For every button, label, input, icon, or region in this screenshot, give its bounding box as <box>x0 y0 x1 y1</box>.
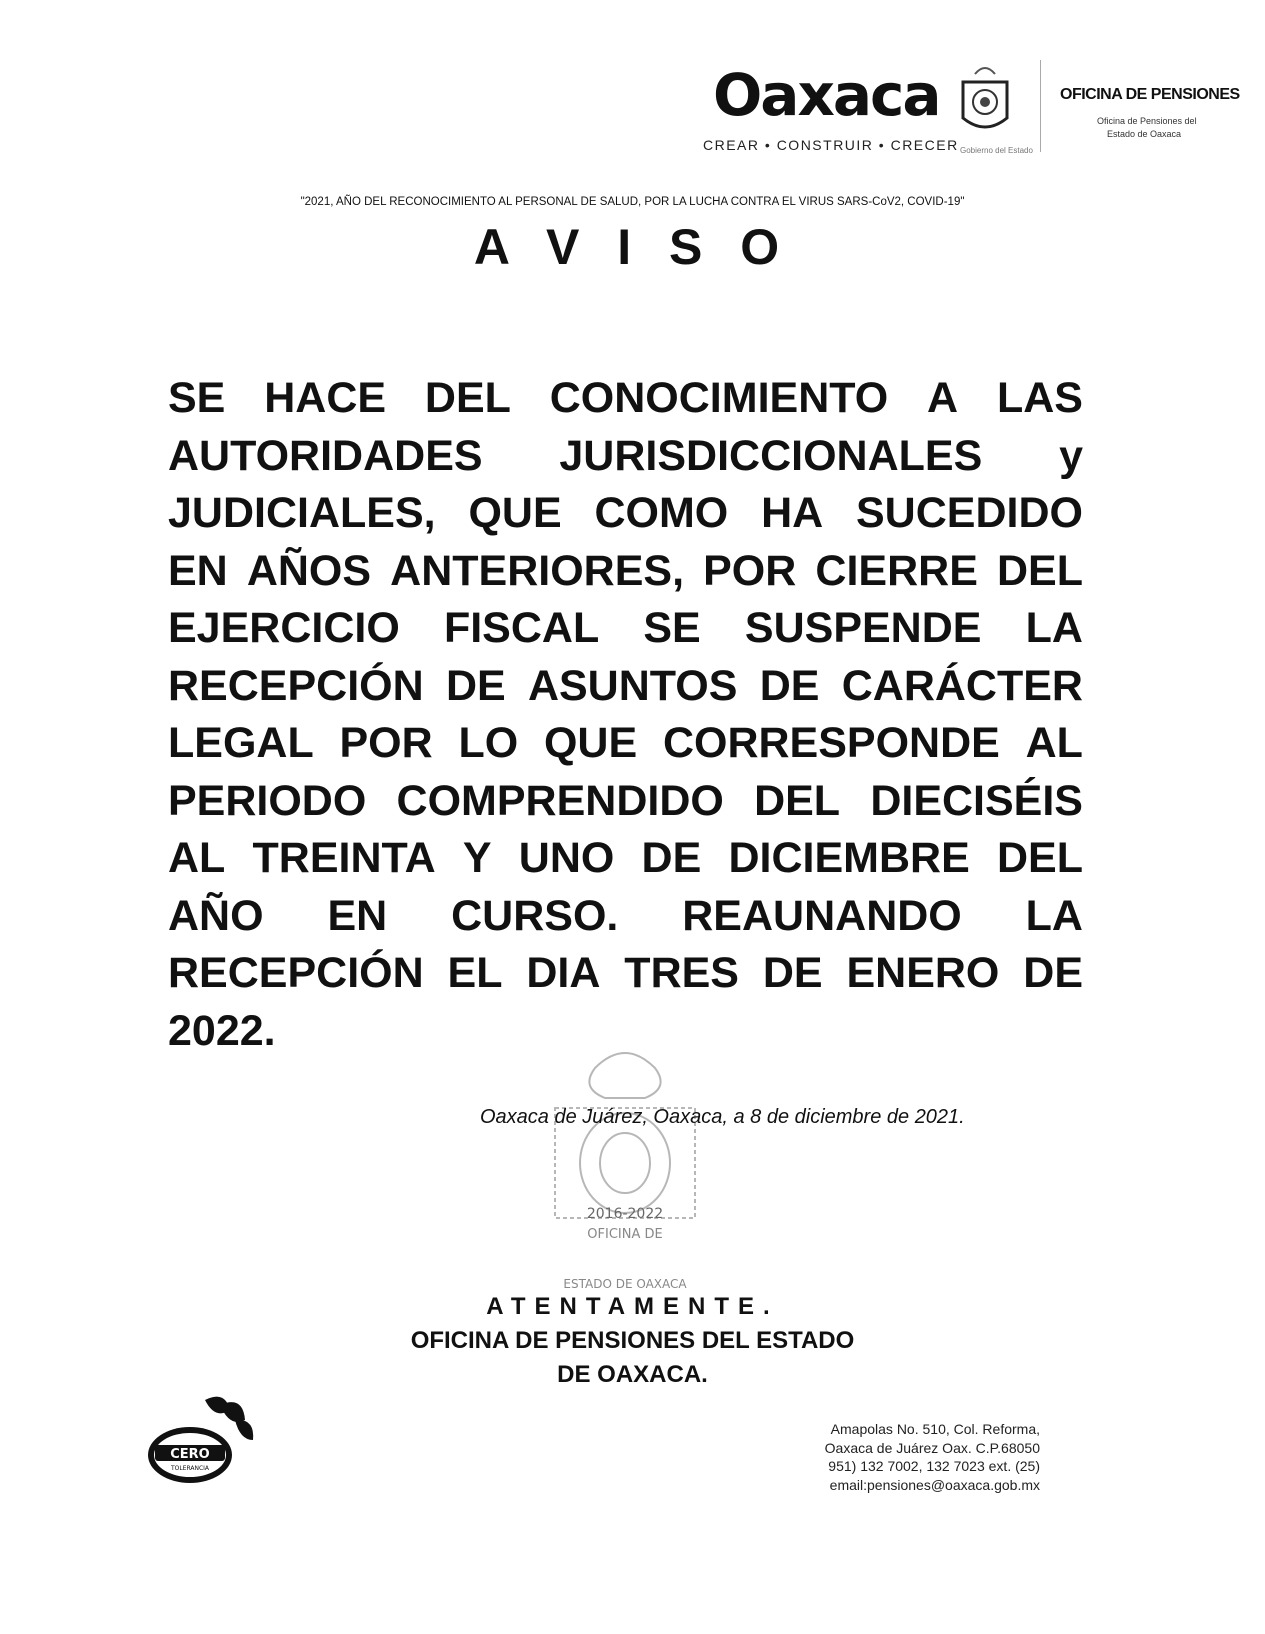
notice-word: EN <box>168 546 228 595</box>
notice-word: Y <box>462 834 492 882</box>
notice-word: POR <box>339 719 433 767</box>
notice-word: COMPRENDIDO <box>396 776 724 825</box>
seal-caption: Gobierno del Estado <box>960 146 1033 155</box>
notice-word: DE <box>641 834 702 882</box>
notice-word: UNO <box>518 834 615 882</box>
notice-word: LA <box>1025 891 1083 940</box>
address-line-2: Oaxaca de Juárez Oax. C.P.68050 <box>824 1439 1040 1456</box>
office-subtitle-2: Estado de Oaxaca <box>1107 129 1182 139</box>
signature-office-line-1: OFICINA DE PENSIONES DEL ESTADO <box>410 1327 855 1354</box>
notice-word: QUE <box>543 719 638 767</box>
notice-word: CARÁCTER <box>841 661 1083 710</box>
notice-word: DEL <box>996 546 1083 595</box>
signature-office-line-2: DE OAXACA. <box>557 1361 708 1388</box>
notice-word: CIERRE <box>815 546 978 595</box>
notice-word: y <box>1059 431 1083 480</box>
notice-word: DIECISÉIS <box>870 776 1083 825</box>
cero-subtext: TOLERANCIA <box>170 1465 210 1472</box>
notice-word: DEL <box>754 776 841 825</box>
notice-word: DE <box>762 949 823 997</box>
oaxaca-logo <box>703 61 959 162</box>
notice-line <box>168 485 1083 543</box>
notice-word: TRES <box>624 949 739 997</box>
state-seal-icon <box>955 60 1015 140</box>
notice-line <box>168 543 1083 601</box>
notice-word: JUDICIALES, <box>168 489 436 537</box>
notice-word: QUE <box>468 489 562 537</box>
notice-word: AÑOS <box>246 546 372 595</box>
notice-word: DE <box>1023 949 1083 997</box>
notice-word: DICIEMBRE <box>728 834 970 882</box>
notice-word: HA <box>761 489 824 537</box>
official-stamp-icon <box>535 1038 715 1298</box>
notice-word: HACE <box>264 374 387 422</box>
notice-word: SUSPENDE <box>744 604 982 652</box>
notice-word: DEL <box>996 834 1083 882</box>
notice-line <box>168 600 1083 658</box>
stamp-years: 2016-2022 <box>586 1206 664 1222</box>
notice-line <box>168 945 1083 1003</box>
email-line: email:pensiones@oaxaca.gob.mx <box>829 1476 1040 1493</box>
stamp-line-1: OFICINA DE <box>587 1227 663 1242</box>
notice-line <box>168 715 1083 773</box>
notice-word: JURISDICCIONALES <box>559 431 983 480</box>
notice-word: ENERO <box>846 949 1000 997</box>
notice-word: LA <box>1025 604 1083 652</box>
signature-attentive: ATENTAMENTE. <box>486 1293 779 1320</box>
notice-word: TREINTA <box>252 834 436 882</box>
notice-word: FISCAL <box>443 604 600 652</box>
cero-tolerancia-logo-icon <box>145 1390 260 1490</box>
cero-text: CERO <box>170 1447 210 1462</box>
logo-slogan: CREAR • CONSTRUIR • CRECER <box>703 137 959 153</box>
notice-word: LEGAL <box>168 719 314 767</box>
notice-word: DE <box>445 661 506 710</box>
page-title: A V I S O <box>473 219 792 275</box>
notice-word: RECEPCIÓN <box>168 661 424 710</box>
notice-word: RECEPCIÓN <box>168 949 424 997</box>
notice-word: COMO <box>594 489 729 537</box>
notice-line <box>168 773 1083 831</box>
notice-word: AÑO <box>168 891 264 940</box>
notice-body <box>168 370 1083 1060</box>
notice-word: LO <box>458 719 519 767</box>
notice-word: SUCEDIDO <box>856 489 1083 537</box>
office-subtitle-1: Oficina de Pensiones del <box>1097 116 1197 126</box>
signature-block <box>300 1290 965 1392</box>
notice-word: LAS <box>996 374 1083 422</box>
phone-line: 951) 132 7002, 132 7023 ext. (25) <box>828 1458 1040 1474</box>
notice-word: DE <box>759 661 820 710</box>
notice-word: CONOCIMIENTO <box>549 374 889 422</box>
notice-word: POR <box>703 546 797 595</box>
stamp-line-2: ESTADO DE OAXACA <box>563 1277 687 1291</box>
notice-line <box>168 658 1083 716</box>
notice-word: CORRESPONDE <box>662 719 1000 767</box>
notice-word: 2022. <box>168 1006 276 1055</box>
notice-word: EN <box>327 891 388 940</box>
notice-line <box>168 370 1083 428</box>
notice-word: SE <box>643 604 701 652</box>
notice-word: DEL <box>424 374 511 422</box>
notice-word: CURSO. <box>451 891 619 940</box>
notice-word: PERIODO <box>168 776 367 825</box>
notice-word: AL <box>1025 719 1083 767</box>
notice-word: AUTORIDADES <box>168 431 483 480</box>
notice-word: DIA <box>526 949 601 997</box>
notice-word: EL <box>447 949 503 997</box>
place-date: Oaxaca de Juárez, Oaxaca, a 8 de diciembre de 2021. <box>480 1106 965 1128</box>
notice-line <box>168 830 1083 888</box>
footer-address <box>790 1420 1040 1494</box>
notice-word: ANTERIORES, <box>390 546 685 595</box>
notice-line <box>168 428 1083 486</box>
notice-line <box>168 888 1083 946</box>
logo-wordmark: Oaxaca <box>713 61 940 129</box>
notice-word: REAUNANDO <box>682 891 962 940</box>
notice-word: SE <box>168 374 226 422</box>
notice-word: ASUNTOS <box>527 661 738 710</box>
address-line-1: Amapolas No. 510, Col. Reforma, <box>830 1421 1040 1437</box>
office-name: OFICINA DE PENSIONES <box>1060 86 1240 103</box>
notice-word: A <box>927 374 959 422</box>
year-motto: "2021, AÑO DEL RECONOCIMIENTO AL PERSONAL DE SALUD, POR LA LUCHA CONTRA EL VIRUS SARS-CoV2, COVID-19" <box>300 196 965 208</box>
header-divider <box>1040 60 1041 152</box>
notice-word: EJERCICIO <box>168 604 400 652</box>
notice-word: AL <box>168 834 226 882</box>
